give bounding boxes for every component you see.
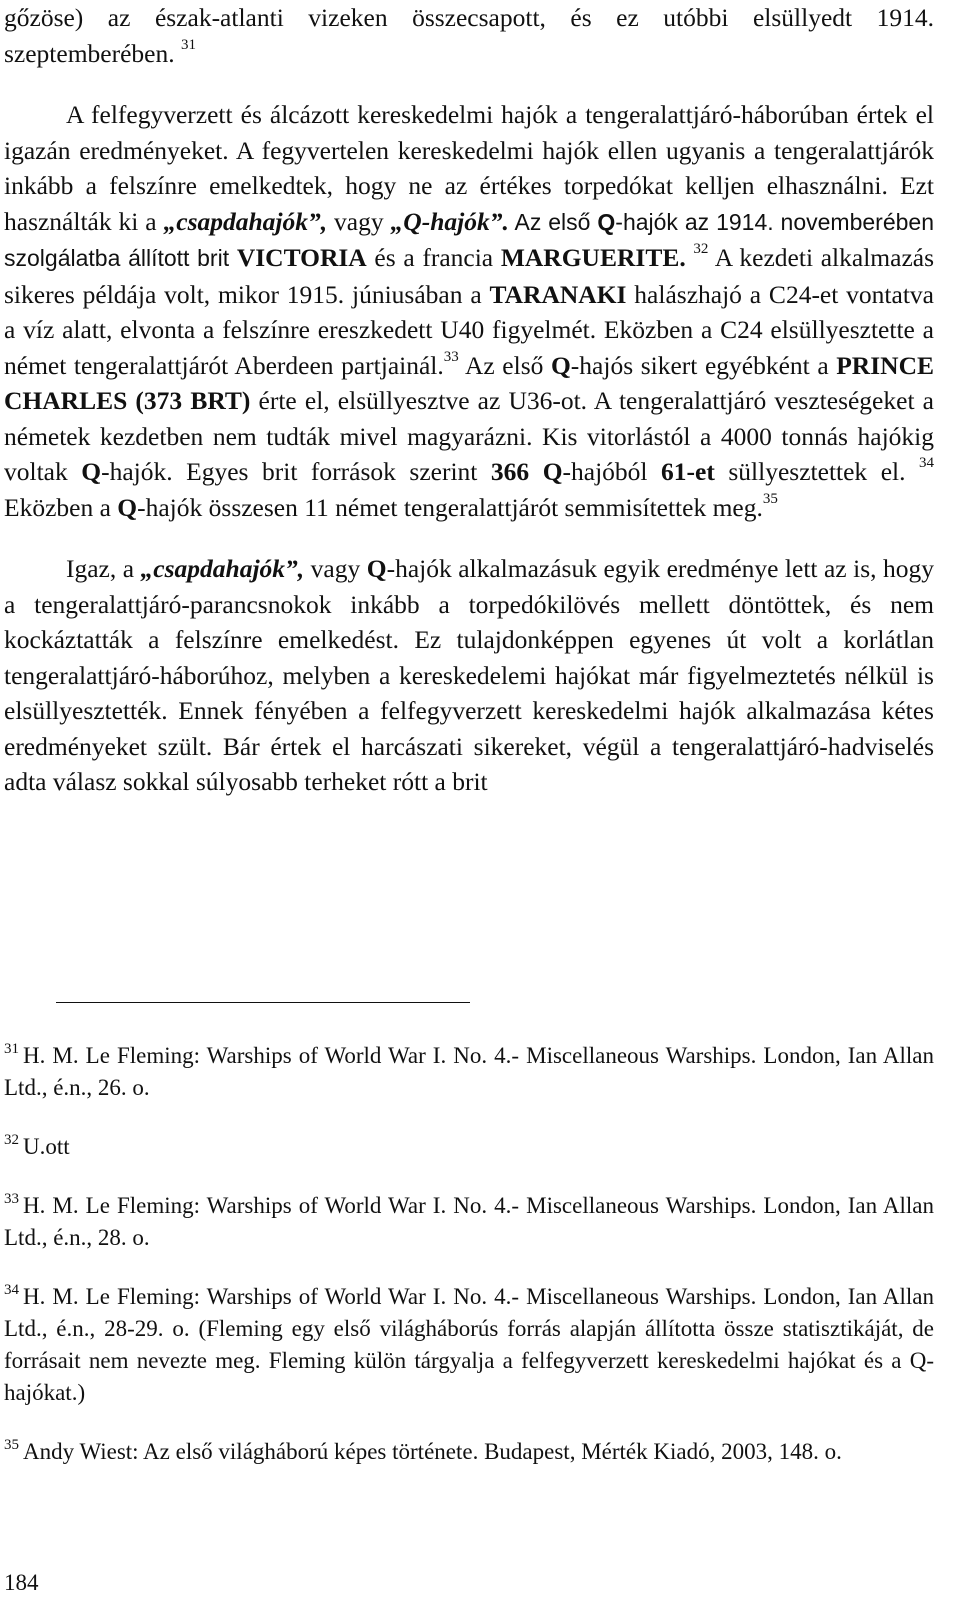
paragraph-3 bbox=[4, 551, 934, 800]
footnote-32 bbox=[4, 1131, 934, 1163]
ship-name-taranaki: TARANAKI bbox=[489, 279, 627, 309]
footnote-text: H. M. Le Fleming: Warships of World War I. No. 4.- Miscellaneous Warships. London, Ian Allan Ltd., é.n., 28-29. o. (Fleming egy első világháborús forrás alapján állította össze statisztikáját, de forrásait nem nevezte meg. Fleming külön tárgyalja a felfegyverzett kereskedelmi hajókat és a Q-hajókat.) bbox=[4, 1284, 934, 1405]
paragraph-2-text: Az első bbox=[508, 208, 598, 235]
paragraph-2-text: -hajós sikert egyébként a bbox=[570, 350, 837, 380]
footnote-ref-32[interactable]: 32 bbox=[693, 241, 709, 257]
footnote-separator bbox=[56, 1002, 470, 1003]
paragraph-3-text: vagy bbox=[304, 554, 367, 583]
footnote-number: 31 bbox=[4, 1041, 19, 1057]
paragraph-2-text: -hajók összesen 11 német tengeralattjárót semmisítettek meg. bbox=[137, 492, 763, 522]
paragraph-2-text: érte el, elsüllyesztve az U36-ot. A tengeralattjáró veszteségeket a németek kezdetben nem tudták mivel magyarázni. Kis vitorlástól a 4000 tonnás hajókig voltak bbox=[4, 386, 934, 486]
footnote-35 bbox=[4, 1436, 934, 1468]
paragraph-2-text: süllyesztettek el. bbox=[714, 457, 906, 486]
paragraph-1 bbox=[4, 0, 934, 71]
term-csapdahajok: „csapdahajók”, bbox=[163, 206, 328, 236]
term-csapdahajok: „csapdahajók”, bbox=[140, 554, 305, 583]
paragraph-2 bbox=[4, 97, 934, 525]
paragraph-1-text: gőzöse) az észak-atlanti vizeken összecsapott, és ez utóbbi elsüllyedt 1914. szeptemberében. bbox=[4, 3, 934, 68]
q-letter: Q bbox=[597, 208, 616, 235]
ship-name-victoria: VICTORIA bbox=[236, 243, 367, 272]
paragraph-2-text: -hajóból bbox=[562, 457, 662, 486]
count-366: 366 Q bbox=[490, 457, 563, 486]
footnote-text: Andy Wiest: Az első világháború képes története. Budapest, Mérték Kiadó, 2003, 148. o. bbox=[23, 1439, 842, 1464]
count-61: 61-et bbox=[661, 457, 715, 486]
paragraph-2-text: vagy bbox=[327, 206, 391, 236]
footnote-ref-33[interactable]: 33 bbox=[443, 348, 459, 365]
body-text bbox=[4, 0, 934, 800]
paragraph-2-text: és a francia bbox=[366, 243, 501, 272]
paragraph-3-text: Igaz, a bbox=[66, 554, 141, 583]
paragraph-2-text: -hajók az 1914. novemberében szolgálatba állított brit bbox=[4, 208, 934, 271]
q-letter: Q bbox=[117, 492, 138, 522]
footnote-33 bbox=[4, 1190, 934, 1254]
footnote-31 bbox=[4, 1040, 934, 1104]
q-letter: Q bbox=[550, 350, 571, 380]
footnote-text: U.ott bbox=[23, 1134, 70, 1159]
q-letter: Q bbox=[81, 457, 102, 486]
term-q-hajok: „Q-hajók”. bbox=[390, 206, 509, 236]
footnote-ref-34[interactable]: 34 bbox=[919, 455, 935, 471]
footnote-34 bbox=[4, 1281, 934, 1409]
page-number: 184 bbox=[4, 1570, 39, 1595]
footnote-ref-31[interactable]: 31 bbox=[181, 36, 196, 53]
footnote-number: 34 bbox=[4, 1282, 19, 1298]
paragraph-2-text: Az első bbox=[458, 350, 551, 380]
paragraph-3-text: -hajók alkalmazásuk egyik eredménye lett az is, hogy a tengeralattjáró-parancsnokok inkább a torpedókilövés mellett döntöttek, és nem kockáztatták a felszínre emelkedést. Ez tulajdonképpen egyenes út volt a korlátlan tengeralattjáró-háborúhoz, melyben a kereskedelemi hajókat már figyelmeztetés nélkül is elsüllyesztették. Ennek fényében a felfegyverzett kereskedelmi hajók alkalmazása kétes eredményeket szült. Bár értek el harcászati sikereket, végül a tengeralattjáró-hadviselés adta válasz sokkal súlyosabb terheket rótt a brit bbox=[4, 554, 934, 796]
footnote-number: 32 bbox=[4, 1132, 19, 1148]
paragraph-2-text: Eközben a bbox=[4, 492, 118, 522]
paragraph-2-text: A kezdeti alkalmazás sikeres példája volt, mikor 1915. júniusában a bbox=[4, 243, 935, 309]
paragraph-2-text: A felfegyverzett és álcázott kereskedelmi hajók a tengeralattjáró-háborúban értek el igazán eredményeket. A fegyvertelen kereskedelmi hajók ellen ugyanis a tengeralattjárók inkább a felszínre emelkedtek, hogy ne az értékes torpedókat kelljen elhasználni. Ezt használták ki a bbox=[4, 100, 934, 236]
footnote-number: 33 bbox=[4, 1191, 19, 1207]
footnote-text: H. M. Le Fleming: Warships of World War I. No. 4.- Miscellaneous Warships. London, Ian Allan Ltd., é.n., 28. o. bbox=[4, 1193, 934, 1250]
ship-name-marguerite: MARGUERITE. bbox=[500, 243, 686, 272]
footnote-text: H. M. Le Fleming: Warships of World War I. No. 4.- Miscellaneous Warships. London, Ian Allan Ltd., é.n., 26. o. bbox=[4, 1043, 934, 1100]
ship-name-prince-charles: PRINCE CHARLES (373 BRT) bbox=[4, 350, 934, 415]
footnote-number: 35 bbox=[4, 1437, 19, 1453]
paragraph-2-text: -hajók. Egyes brit források szerint bbox=[101, 457, 491, 486]
q-letter: Q bbox=[366, 554, 387, 583]
footnotes bbox=[4, 1040, 934, 1495]
paragraph-2-text: halászhajó a C24-et vontatva a víz alatt, elvonta a felszínre ereszkedett U40 figyelmét. Eközben a C24 elsüllyesztette a német tengeralattjárót Aberdeen partjainál. bbox=[4, 279, 934, 380]
footnote-ref-35[interactable]: 35 bbox=[762, 490, 778, 507]
